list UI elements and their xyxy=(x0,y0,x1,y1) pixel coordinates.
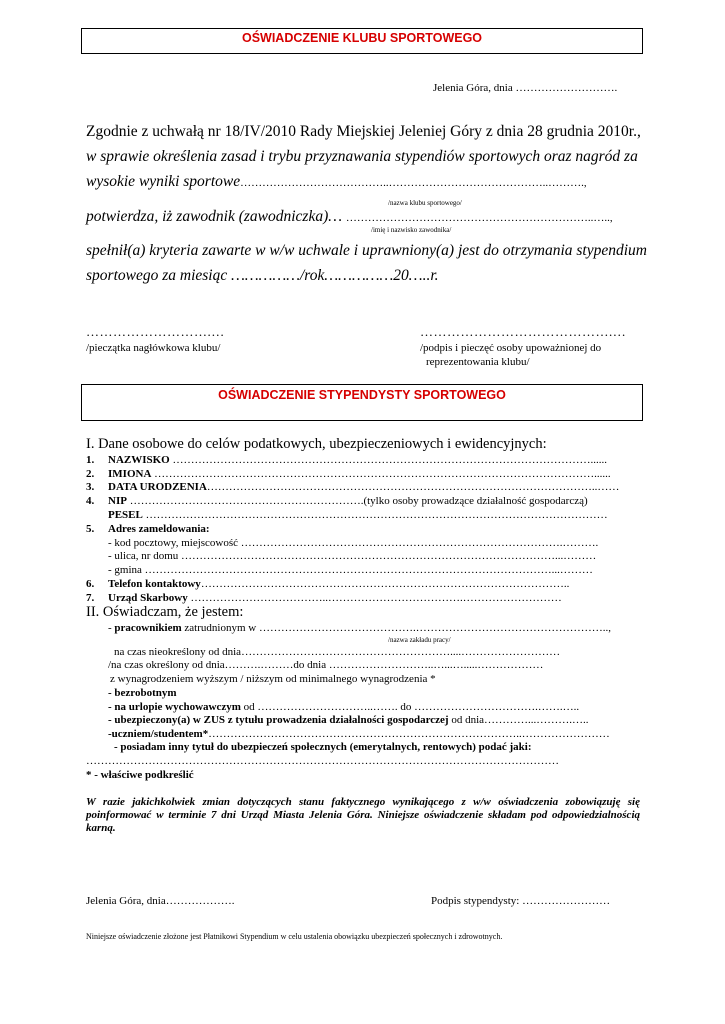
nip-row xyxy=(108,495,588,507)
commune-field[interactable]: - gmina …………………………………………………………………………………………………...……… xyxy=(108,564,593,576)
resolution-line-2: w sprawie określenia zasad i trybu przyznawania stypendiów sportowych oraz nagród za xyxy=(86,148,638,165)
club-name-field[interactable]: …………………………………..……………………………………..………., xyxy=(240,177,587,189)
surname-label: NAZWISKO xyxy=(108,454,170,466)
athlete-name-hint: /imię i nazwisko zawodnika/ xyxy=(371,226,452,234)
resolution-line-3-text: wysokie wyniki sportowe xyxy=(86,173,241,190)
athlete-signature-field[interactable]: Podpis stypendysty: …………………… xyxy=(431,895,611,907)
club-place-date: Jelenia Góra, dnia ………………………. xyxy=(433,82,618,94)
employer-field[interactable]: zatrudnionym w …………………………………….…………………………………………….., xyxy=(181,622,611,634)
confirms-text: potwierdza, iż zawodnik (zawodniczka)… xyxy=(86,208,346,225)
employee-option[interactable]: pracownikiem xyxy=(114,622,182,634)
representative-signature-field[interactable]: …………………………………….… xyxy=(420,324,627,339)
unemployed-option[interactable]: - bezrobotnym xyxy=(108,687,177,699)
address-label: Adres zameldowania: xyxy=(108,523,210,535)
postal-code-field[interactable]: - kod pocztowy, miejscowość …………………………………………………………………………….………. xyxy=(108,537,599,549)
field-number: 4. xyxy=(86,495,95,507)
zus-date-field[interactable]: od dnia…………...……….….. xyxy=(448,714,589,726)
resolution-line-1: Zgodnie z uchwałą nr 18/IV/2010 Rady Miejskiej Jeleniej Góry z dnia 28 grudnia 2010r., xyxy=(86,123,641,140)
field-number: 7. xyxy=(86,592,95,604)
criteria-line-2: sportowego za miesiąc ……………/rok……………20…..r. xyxy=(86,267,439,284)
parental-leave-field[interactable]: od …………………………..……. do …………………………….…….….. xyxy=(240,701,580,713)
field-number: 6. xyxy=(86,578,95,590)
parental-leave-row xyxy=(108,701,579,713)
indefinite-period-field[interactable]: na czas nieokreślony od dnia…………………………………………………....……………………… xyxy=(114,646,561,658)
pesel-label: PESEL xyxy=(108,509,143,521)
phone-field[interactable]: ……………………………………………………………………………………….. xyxy=(200,578,570,590)
section-2-heading: II. Oświadczam, że jestem: xyxy=(86,604,244,620)
tax-office-label: Urząd Skarbowy xyxy=(108,592,188,604)
first-names-label: IMIONA xyxy=(108,468,152,480)
birth-date-row xyxy=(108,481,619,493)
athlete-statement-title-box xyxy=(81,384,643,421)
field-number: 3. xyxy=(86,481,95,493)
nip-field[interactable]: ……………………………………………………….(tylko osoby prowadzące działalność gospodarczą) xyxy=(126,495,588,507)
club-statement-title: OŚWIADCZENIE KLUBU SPORTOWEGO xyxy=(241,31,483,45)
zus-row xyxy=(108,714,589,726)
footer-note: Niniejsze oświadczenie złożone jest Płatnikowi Stypendium w celu ustalenia obowiązku ubezpieczeń społecznych i zdrowotnych. xyxy=(86,932,503,941)
club-stamp-label: /pieczątka nagłówkowa klubu/ xyxy=(86,342,221,354)
first-names-field[interactable]: …………………………………………………………………………………………………………...... xyxy=(151,468,611,480)
student-field[interactable]: …………………………………………………………………………..…………………… xyxy=(208,728,610,740)
athlete-name-field[interactable]: …………………………………………………………..….., xyxy=(345,212,613,224)
field-number: 5. xyxy=(86,523,95,535)
representative-signature-label-2: reprezentowania klubu/ xyxy=(426,356,530,368)
employee-row xyxy=(108,622,611,634)
birth-date-label: DATA URODZENIA xyxy=(108,481,207,493)
employee-dash: - xyxy=(108,622,115,634)
phone-row xyxy=(108,578,569,590)
student-row xyxy=(108,728,610,740)
confirms-line xyxy=(86,208,613,226)
resolution-line-3 xyxy=(86,173,587,191)
definite-period-field[interactable]: /na czas określony od dnia……….………do dnia ………………………..…...….....……………… xyxy=(108,659,544,671)
field-number: 2. xyxy=(86,468,95,480)
employer-hint: /nazwa zakładu pracy/ xyxy=(388,636,451,644)
birth-date-field[interactable]: ……………………………………………………………………………………………..…… xyxy=(206,481,620,493)
field-number: 1. xyxy=(86,454,95,466)
student-option[interactable]: -uczniem/studentem* xyxy=(108,728,209,740)
other-insurance-field[interactable]: ………………………………………………………………………………………………………………… xyxy=(86,755,559,767)
club-stamp-field[interactable]: ……………………….… xyxy=(86,324,225,339)
declaration-text: W razie jakichkolwiek zmian dotyczących stanu faktycznego wynikającego z w/w oświadczenia zobowiązuję się poinformować w terminie 7 dni Urząd Miasta Jelenia Góra. Niniejsze oświadczenie składam pod odpowiedzialnością karną. xyxy=(86,796,640,834)
section-1-heading: I. Dane osobowe do celów podatkowych, ubezpieczeniowych i ewidencyjnych: xyxy=(86,436,547,452)
representative-signature-label-1: /podpis i pieczęć osoby upoważnionej do xyxy=(420,342,602,354)
tax-office-field[interactable]: ………………………………..……………………………….……………………… xyxy=(187,592,562,604)
surname-field[interactable]: ……………………………………………………………………………………………………...... xyxy=(169,454,607,466)
street-field[interactable]: - ulica, nr domu …………………………………………………………………………………………...……… xyxy=(108,550,597,562)
club-statement-title-box xyxy=(81,28,643,54)
other-insurance-option[interactable]: - posiadam inny tytuł do ubezpieczeń społecznych (emerytalnych, rentowych) podać jaki: xyxy=(114,741,532,753)
pesel-row xyxy=(108,509,608,521)
phone-label: Telefon kontaktowy xyxy=(108,578,201,590)
surname-row xyxy=(108,454,607,466)
first-names-row xyxy=(108,468,611,480)
salary-option[interactable]: z wynagrodzeniem wyższym / niższym od minimalnego wynagrodzenia * xyxy=(110,673,436,685)
pesel-field[interactable]: ……………………………………………………………………………………………………………… xyxy=(142,509,608,521)
athlete-statement-title: OŚWIADCZENIE STYPENDYSTY SPORTOWEGO xyxy=(218,388,506,402)
tax-office-row xyxy=(108,592,562,604)
athlete-place-date-field[interactable]: Jelenia Góra, dnia………………. xyxy=(86,895,235,907)
zus-option[interactable]: - ubezpieczony(a) w ZUS z tytułu prowadzenia działalności gospodarczej xyxy=(108,714,449,726)
club-name-hint: /nazwa klubu sportowego/ xyxy=(388,199,462,207)
footnote: * - właściwe podkreślić xyxy=(86,769,194,781)
criteria-line-1: spełnił(a) kryteria zawarte w w/w uchwale i uprawniony(a) jest do otrzymania stypendium xyxy=(86,242,647,259)
nip-label: NIP xyxy=(108,495,127,507)
parental-leave-option[interactable]: - na urlopie wychowawczym xyxy=(108,701,241,713)
